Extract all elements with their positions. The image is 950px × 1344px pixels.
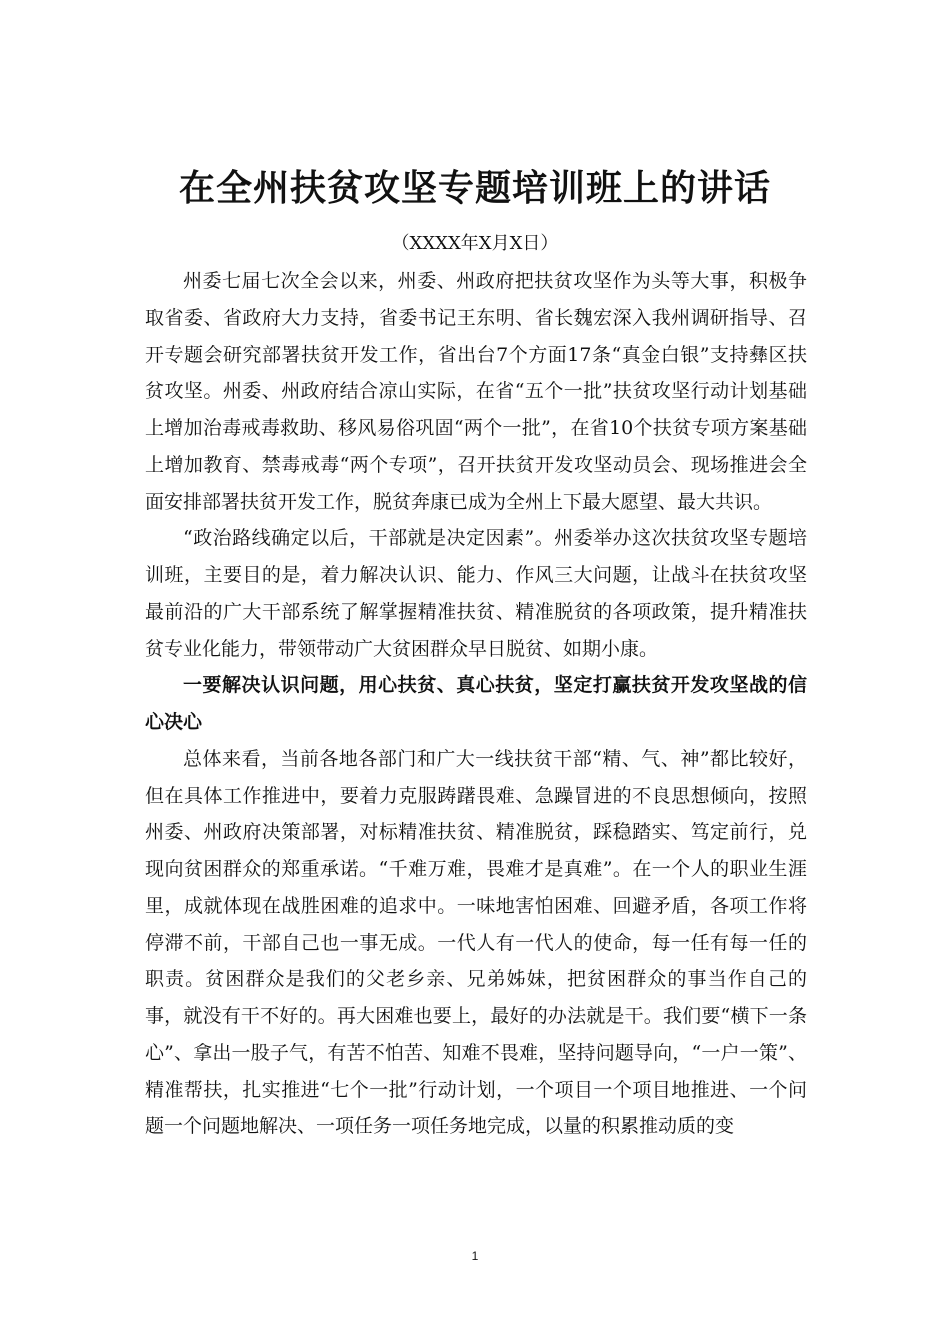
- document-date: （XXXX年X月X日）: [391, 233, 559, 254]
- document-title: 在全州扶贫攻坚专题培训班上的讲话: [178, 168, 771, 209]
- paragraph: 州委七届七次全会以来，州委、州政府把扶贫攻坚作为头等大事，积极争取省委、省政府大力支持，省委书记王东明、省长魏宏深入我州调研指导、召开专题会研究部署扶贫开发工作，省出台7个方面17条“真金白银”支持彝区扶贫攻坚。州委、州政府结合凉山实际，在省“五个一批”扶贫攻坚行动计划基础上增加治毒戒毒救助、移风易俗巩固“两个一批”，在省10个扶贫专项方案基础上增加教育、禁毒戒毒“两个专项”，召开扶贫开发攻坚动员会、现场推进会全面安排部署扶贫开发工作，脱贫奔康已成为全州上下最大愿望、最大共识。: [145, 270, 807, 513]
- section-heading: 一要解决认识问题，用心扶贫、真心扶贫，坚定打赢扶贫开发攻坚战的信心决心: [145, 674, 807, 733]
- paragraph: “政治路线确定以后，干部就是决定因素”。州委举办这次扶贫攻坚专题培训班，主要目的是，着力解决认识、能力、作风三大问题，让战斗在扶贫攻坚最前沿的广大干部系统了解掌握精准扶贫、精准脱贫的各项政策，提升精准扶贫专业化能力，带领带动广大贫困群众早日脱贫、如期小康。: [145, 527, 807, 660]
- page-number: 1: [471, 1249, 479, 1263]
- document-body: [145, 263, 807, 1145]
- paragraph: 总体来看，当前各地各部门和广大一线扶贫干部“精、气、神”都比较好，但在具体工作推进中，要着力克服踌躇畏难、急躁冒进的不良思想倾向，按照州委、州政府决策部署，对标精准扶贫、精准脱贫，踩稳踏实、笃定前行，兑现向贫困群众的郑重承诺。“千难万难，畏难才是真难”。在一个人的职业生涯里，成就体现在战胜困难的追求中。一味地害怕困难、回避矛盾，各项工作将停滞不前，干部自己也一事无成。一代人有一代人的使命，每一任有每一任的职责。贫困群众是我们的父老乡亲、兄弟姊妹，把贫困群众的事当作自己的事，就没有干不好的。再大困难也要上，最好的办法就是干。我们要“横下一条心”、拿出一股子气，有苦不怕苦、知难不畏难，坚持问题导向，“一户一策”、精准帮扶，扎实推进“七个一批”行动计划，一个项目一个项目地推进、一个问题一个问题地解决、一项任务一项任务地完成，以量的积累推动质的变: [145, 747, 807, 1138]
